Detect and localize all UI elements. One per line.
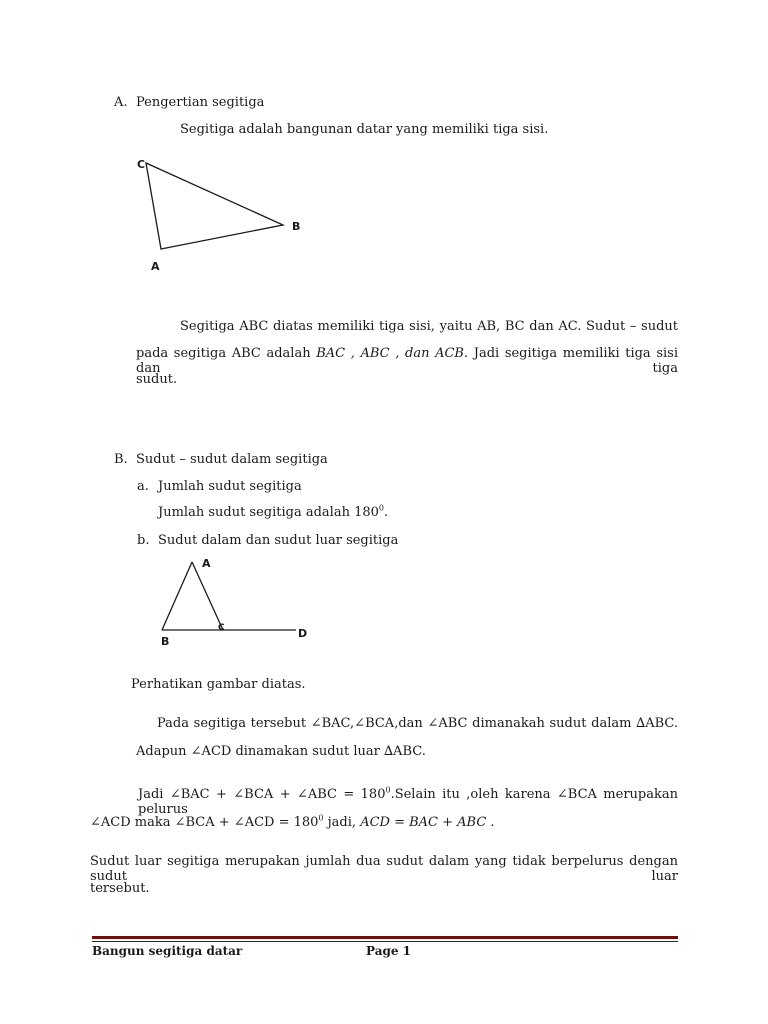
sum-line1-post: .Selain itu ,oleh karena ∠BCA merupakan pelurus — [138, 787, 678, 817]
para-line2-post: Jadi segitiga memiliki tiga sisi dan tiga — [136, 346, 678, 376]
sum-paragraph-line-1 — [138, 787, 678, 817]
footer-title: Bangun segitiga datar — [92, 944, 243, 958]
sum-paragraph-line-2 — [90, 815, 495, 830]
sum-line1-pre: Jadi ∠BAC + ∠BCA + ∠ABC = 180 — [138, 787, 386, 802]
figure2-label-d: D — [298, 627, 308, 640]
sum-line2-formula: ACD = BAC + ABC . — [360, 815, 495, 830]
section-a-heading: Pengertian segitiga — [136, 95, 265, 110]
item-a-end: . — [384, 505, 389, 520]
section-b-marker: B. — [114, 452, 128, 467]
conclusion-line-2: tersebut. — [90, 881, 150, 896]
section-a-paragraph-line-3: sudut. — [136, 372, 178, 387]
angles-paragraph-line-1: Pada segitiga tersebut ∠BAC,∠BCA,dan ∠ABC dimanakah sudut dalam ∆ABC. — [157, 716, 678, 731]
footer-page-number: Page 1 — [366, 944, 412, 958]
section-a-definition: Segitiga adalah bangunan datar yang memiliki tiga sisi. — [180, 122, 549, 137]
angles-paragraph-line-2: Adapun ∠ACD dinamakan sudut luar ∆ABC. — [136, 744, 426, 759]
figure2-label-c: C — [218, 623, 225, 633]
footer-rule-thick — [92, 936, 678, 939]
segment-ab — [162, 562, 192, 630]
figure1-label-c: C — [137, 158, 146, 171]
item-a-degree: 0 — [378, 503, 384, 513]
para-line2-pre: pada segitiga ABC adalah — [136, 346, 317, 361]
item-a-label: Jumlah sudut segitiga — [158, 479, 302, 494]
item-a-text-main: Jumlah sudut segitiga adalah 180 — [158, 505, 379, 520]
section-a-paragraph-line-1: Segitiga ABC diatas memiliki tiga sisi, yaitu AB, BC dan AC. Sudut – sudut — [180, 319, 678, 334]
sum-line2-pre: ∠ACD maka ∠BCA + ∠ACD = 180 — [90, 815, 319, 830]
item-b-marker: b. — [137, 533, 150, 548]
sum-line2-degree: 0 — [318, 813, 324, 823]
item-b-label: Sudut dalam dan sudut luar segitiga — [158, 533, 399, 548]
sum-line1-degree: 0 — [385, 785, 391, 795]
figure2-label-b: B — [161, 635, 170, 648]
section-a-marker: A. — [114, 95, 128, 110]
figure2-label-a: A — [202, 557, 211, 570]
item-a-marker: a. — [137, 479, 149, 494]
conclusion-line-1: Sudut luar segitiga merupakan jumlah dua sudut dalam yang tidak berpelurus dengan sudut luar — [90, 854, 678, 884]
segment-ac — [192, 562, 223, 630]
sum-line2-mid: jadi, — [323, 815, 361, 830]
para-line2-angles: BAC , ABC , dan ACB. — [316, 346, 469, 361]
footer-rule-thin — [92, 941, 678, 942]
section-b-heading: Sudut – sudut dalam segitiga — [136, 452, 328, 467]
note-text: Perhatikan gambar diatas. — [131, 677, 306, 692]
figure1-label-a: A — [151, 260, 160, 273]
figure1-label-b: B — [292, 220, 301, 233]
